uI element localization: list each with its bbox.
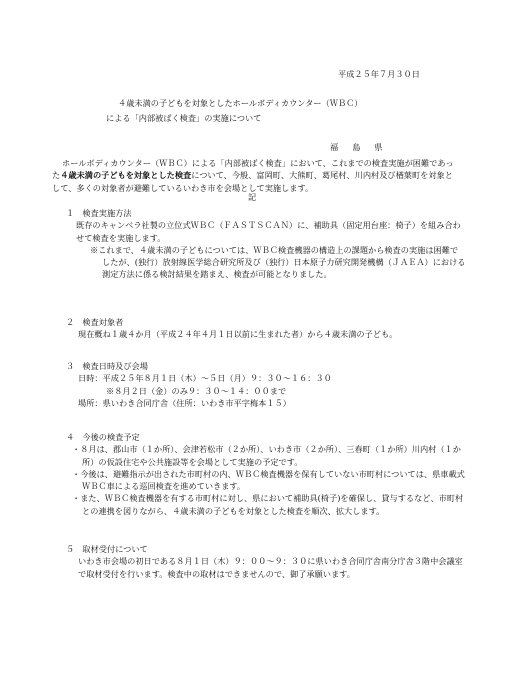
section-4-bullet: ・今後は、避難指示が出された市町村の内、ＷＢＣ検査機器を保有していない市町村については、県車載式ＷＢＣ車による巡回検査を進めていきます。: [72, 468, 465, 492]
intro-text-post: について、今般、富岡町、大熊町、葛尾村、川内村及び楢葉町を対象として、多くの対象者が避難しているいわき市を会場として実施します。: [52, 170, 453, 193]
section-1-note: ※これまで、４歳未満の子どもについては、ＷＢＣ検査機器の構造上の課題から検査の実施は困難でしたが、(独行）放射線医学総合研究所及び（独行）日本原子力研究開発機構（ＪＡＥＡ）における測定方法に係る検討結果を踏まえ、検査が可能となりました。: [90, 244, 466, 280]
section-3-datetime-note: ※８月２日（金）のみ９：３０～１４：００まで: [106, 385, 287, 396]
section-2: [66, 316, 466, 341]
section-4-bullet: ・８月は、郡山市（１か所）、会津若松市（２か所）、いわき市（２か所）、三春町（１か所）川内村（１か所）の仮設住宅や公共施設等を会場として実施の予定です。: [72, 444, 461, 467]
section-3-heading: ３ 検査日時及び会場: [66, 361, 148, 371]
section-5-body: いわき市会場の初日である８月１日（木）９：００～９：３０に県いわき合同庁舎南分庁舎３階中会議室で取材受付を行います。検査中の取材はできませんので、御了承願います。: [78, 556, 463, 579]
document-title-line1: ４歳未満の子どもを対象としたホールボディカウンター（ＷＢＣ）: [118, 98, 363, 108]
section-2-body: 現在概ね１歳４か月（平成２４年４月１日以前に生まれた者）から４歳未満の子ども。: [78, 329, 398, 340]
intro-text-pre: ホールボディカウンター（ＷＢＣ）による「内部被ばく検査」において、これまでの検査実施が困難であった: [52, 158, 454, 181]
section-4: [66, 431, 466, 517]
section-1-heading: １ 検査実施方法: [66, 208, 132, 218]
document-author: 福島県: [330, 142, 397, 152]
document-title-line2: による「内部被ばく検査」の実施について: [106, 113, 262, 123]
section-3-venue: 場所：県いわき合同庁舎（住所：いわき市平字梅本１５）: [78, 397, 291, 408]
section-3: [66, 360, 466, 409]
intro-paragraph: [52, 157, 460, 194]
section-5: [66, 543, 466, 580]
section-4-heading: ４ 今後の検査予定: [66, 432, 140, 442]
ki-marker: 記: [248, 192, 257, 202]
document-date: 平成２５年７月３０日: [338, 69, 420, 79]
section-1: [66, 207, 466, 281]
section-1-body: 既存のキャンベラ社製の立位式ＷＢＣ（ＦＡＳＴＳＣＡＮ）に、補助具（固定用台座：椅子）を組み合わせて検査を実施します。: [76, 220, 461, 243]
section-5-heading: ５ 取材受付について: [66, 544, 148, 554]
intro-text-bold: ４歳未満の子どもを対象とした検査: [60, 170, 192, 181]
section-4-bullet: ・また、ＷＢＣ検査機器を有する市町村に対し、県において補助具(椅子)を確保し、貸与するなど、市町村との連携を図りながら、４歳未満の子どもを対象とした検査を順次、拡大します。: [72, 493, 464, 516]
section-3-datetime: 日時：平成２５年８月１日（木）～５日（月）９：３０～１６：３０: [78, 373, 332, 384]
section-2-heading: ２ 検査対象者: [66, 317, 124, 327]
